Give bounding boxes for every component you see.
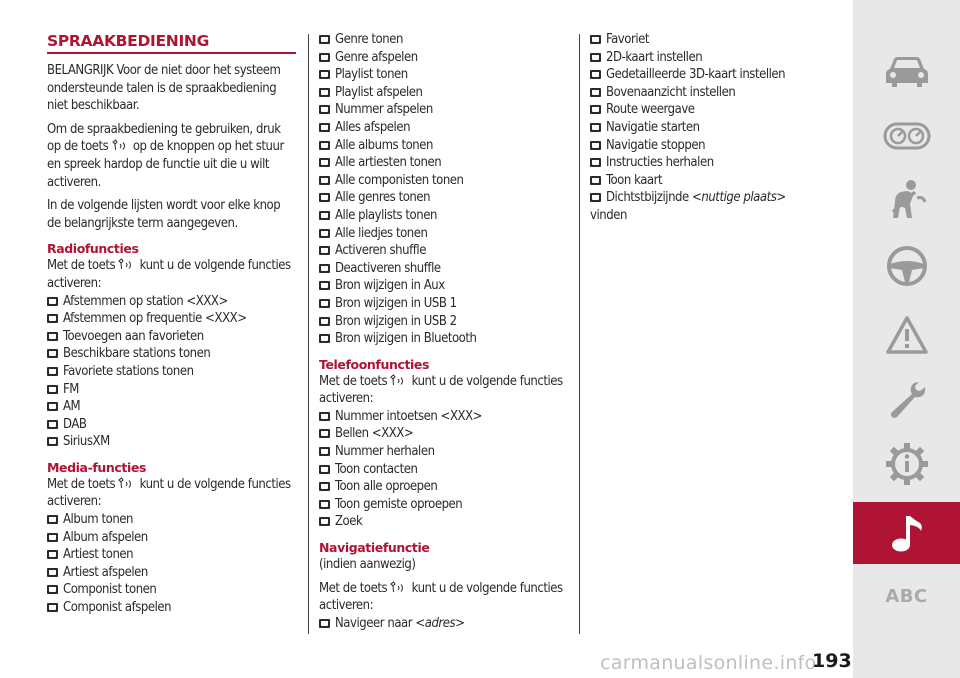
warning-triangle-icon[interactable] xyxy=(853,305,960,365)
nav-press-text: Met de toets kunt u de volgende functies activeren: xyxy=(319,580,563,614)
list-item: Zoek xyxy=(319,513,569,531)
checkbox-icon xyxy=(319,246,330,255)
usage-text: Om de spraakbediening te gebruiken, druk op de toets op de knoppen op het stuur en spreek hardop de functie uit die u wilt activeren. xyxy=(47,121,284,190)
checkbox-icon xyxy=(590,88,601,97)
list-item: Alle liedjes tonen xyxy=(319,225,569,243)
media-list-part-1 xyxy=(47,511,297,617)
phone-press-text: Met de toets kunt u de volgende functies activeren: xyxy=(319,373,563,407)
checkbox-icon xyxy=(319,211,330,220)
column-3 xyxy=(590,31,835,225)
checkbox-icon xyxy=(47,349,58,358)
list-item: Bron wijzigen in Bluetooth xyxy=(319,330,569,348)
checkbox-icon xyxy=(319,412,330,421)
media-press-text: Met de toets kunt u de volgende functies activeren: xyxy=(47,476,291,510)
steering-wheel-icon[interactable] xyxy=(853,236,960,296)
checkbox-icon xyxy=(47,402,58,411)
list-item: Bron wijzigen in Aux xyxy=(319,277,569,295)
checkbox-icon xyxy=(590,35,601,44)
checkbox-icon xyxy=(47,297,58,306)
checkbox-icon xyxy=(47,585,58,594)
checkbox-icon xyxy=(590,105,601,114)
list-item: Album afspelen xyxy=(47,529,297,547)
nav-last-item-tail: vinden xyxy=(590,207,627,223)
checkbox-icon xyxy=(47,568,58,577)
checkbox-icon xyxy=(319,193,330,202)
list-item: Genre tonen xyxy=(319,31,569,49)
voice-command-icon xyxy=(112,139,130,151)
list-item: Alle genres tonen xyxy=(319,189,569,207)
checkbox-icon xyxy=(319,141,330,150)
checkbox-icon xyxy=(47,603,58,612)
checkbox-icon xyxy=(47,437,58,446)
list-item: DAB xyxy=(47,416,297,434)
checkbox-icon xyxy=(590,158,601,167)
list-item: Bron wijzigen in USB 1 xyxy=(319,295,569,313)
checkbox-icon xyxy=(47,367,58,376)
column-divider xyxy=(308,34,309,634)
checkbox-icon xyxy=(590,193,601,202)
list-item: Bovenaanzicht instellen xyxy=(590,84,835,102)
list-item: Dichtstbijzijnde <nuttige plaats> xyxy=(590,189,835,207)
nav-heading: Navigatiefunctie xyxy=(319,540,430,556)
list-item: Deactiveren shuffle xyxy=(319,260,569,278)
music-note-icon[interactable] xyxy=(853,502,960,564)
nav-list-part-2 xyxy=(590,31,835,189)
column-divider xyxy=(579,34,580,634)
nav-list-part-3 xyxy=(590,189,835,207)
checkbox-icon xyxy=(319,447,330,456)
checkbox-icon xyxy=(319,158,330,167)
list-item: Alles afspelen xyxy=(319,119,569,137)
seatbelt-person-icon[interactable] xyxy=(853,170,960,230)
list-item: Navigeer naar <adres> xyxy=(319,615,569,633)
info-gear-icon[interactable] xyxy=(853,434,960,494)
list-item: Artiest tonen xyxy=(47,546,297,564)
list-item: Bron wijzigen in USB 2 xyxy=(319,313,569,331)
checkbox-icon xyxy=(319,53,330,62)
list-item: Activeren shuffle xyxy=(319,242,569,260)
list-item: Navigatie stoppen xyxy=(590,137,835,155)
list-item: Toon contacten xyxy=(319,461,569,479)
list-item: Componist afspelen xyxy=(47,599,297,617)
list-intro: In de volgende lijsten wordt voor elke knop de belangrijkste term aangegeven. xyxy=(47,198,281,231)
checkbox-icon xyxy=(47,385,58,394)
checkbox-icon xyxy=(319,619,330,628)
wrench-icon[interactable] xyxy=(853,370,960,430)
checkbox-icon xyxy=(319,517,330,526)
column-2 xyxy=(319,31,569,632)
radio-heading: Radiofuncties xyxy=(47,241,139,257)
checkbox-icon xyxy=(319,299,330,308)
list-item: Componist tonen xyxy=(47,581,297,599)
page-title: SPRAAKBEDIENING xyxy=(47,32,296,54)
index-abc-label[interactable]: ABC xyxy=(885,586,928,607)
checkbox-icon xyxy=(47,515,58,524)
radio-press-text: Met de toets kunt u de volgende functies activeren: xyxy=(47,258,291,291)
phone-heading: Telefoonfuncties xyxy=(319,356,430,372)
list-item: AM xyxy=(47,398,297,416)
list-item: Route weergave xyxy=(590,101,835,119)
list-item: Alle playlists tonen xyxy=(319,207,569,225)
nav-list-part-1 xyxy=(319,615,569,633)
checkbox-icon xyxy=(319,429,330,438)
voice-command-icon xyxy=(390,374,408,386)
list-item: Instructies herhalen xyxy=(590,154,835,172)
list-item: Toevoegen aan favorieten xyxy=(47,328,297,346)
checkbox-icon xyxy=(47,550,58,559)
checkbox-icon xyxy=(319,229,330,238)
list-item: Nummer afspelen xyxy=(319,101,569,119)
list-item: Playlist tonen xyxy=(319,66,569,84)
checkbox-icon xyxy=(47,332,58,341)
list-item: Toon gemiste oproepen xyxy=(319,496,569,514)
list-item: Artiest afspelen xyxy=(47,564,297,582)
column-1 xyxy=(47,62,297,617)
checkbox-icon xyxy=(47,420,58,429)
list-item: Alle artiesten tonen xyxy=(319,154,569,172)
list-item: Afstemmen op station <XXX> xyxy=(47,293,297,311)
media-heading: Media-functies xyxy=(47,459,146,475)
checkbox-icon xyxy=(47,533,58,542)
list-item: Afstemmen op frequentie <XXX> xyxy=(47,310,297,328)
list-item: Favoriet xyxy=(590,31,835,49)
checkbox-icon xyxy=(590,141,601,150)
voice-command-icon xyxy=(390,581,408,593)
list-item: Alle componisten tonen xyxy=(319,172,569,190)
nav-subheading: (indien aanwezig) xyxy=(319,557,416,573)
list-item: Favoriete stations tonen xyxy=(47,363,297,381)
checkbox-icon xyxy=(590,123,601,132)
list-item: Alle albums tonen xyxy=(319,137,569,155)
list-item: Genre afspelen xyxy=(319,49,569,67)
checkbox-icon xyxy=(319,500,330,509)
list-item: Album tonen xyxy=(47,511,297,529)
checkbox-icon xyxy=(590,53,601,62)
list-item: Navigatie starten xyxy=(590,119,835,137)
checkbox-icon xyxy=(319,482,330,491)
checkbox-icon xyxy=(319,281,330,290)
voice-command-icon xyxy=(118,477,136,489)
media-list-part-2 xyxy=(319,31,569,348)
list-item: 2D-kaart instellen xyxy=(590,49,835,67)
watermark: carmanualsonline.info xyxy=(600,652,817,674)
checkbox-icon xyxy=(590,70,601,79)
important-note: BELANGRIJK Voor de niet door het systeem ondersteunde talen is de spraakbediening niet beschikbaar. xyxy=(47,63,281,114)
radio-list xyxy=(47,293,297,451)
checkbox-icon xyxy=(319,70,330,79)
checkbox-icon xyxy=(319,105,330,114)
list-item: Beschikbare stations tonen xyxy=(47,345,297,363)
page-number: 193 xyxy=(812,650,852,672)
list-item: Nummer intoetsen <XXX> xyxy=(319,408,569,426)
list-item: Nummer herhalen xyxy=(319,443,569,461)
dashboard-gauges-icon[interactable] xyxy=(853,106,960,166)
voice-command-icon xyxy=(118,258,136,270)
list-item: Playlist afspelen xyxy=(319,84,569,102)
phone-list xyxy=(319,408,569,531)
checkbox-icon xyxy=(319,35,330,44)
list-item: SiriusXM xyxy=(47,433,297,451)
list-item: Toon alle oproepen xyxy=(319,478,569,496)
list-item: Gedetailleerde 3D-kaart instellen xyxy=(590,66,835,84)
checkbox-icon xyxy=(319,88,330,97)
checkbox-icon xyxy=(319,123,330,132)
checkbox-icon xyxy=(47,314,58,323)
checkbox-icon xyxy=(590,176,601,185)
list-item: Toon kaart xyxy=(590,172,835,190)
checkbox-icon xyxy=(319,176,330,185)
checkbox-icon xyxy=(319,334,330,343)
list-item: FM xyxy=(47,381,297,399)
checkbox-icon xyxy=(319,264,330,273)
chapter-sidebar xyxy=(853,0,960,678)
car-icon[interactable] xyxy=(853,42,960,102)
checkbox-icon xyxy=(319,317,330,326)
checkbox-icon xyxy=(319,465,330,474)
list-item: Bellen <XXX> xyxy=(319,425,569,443)
